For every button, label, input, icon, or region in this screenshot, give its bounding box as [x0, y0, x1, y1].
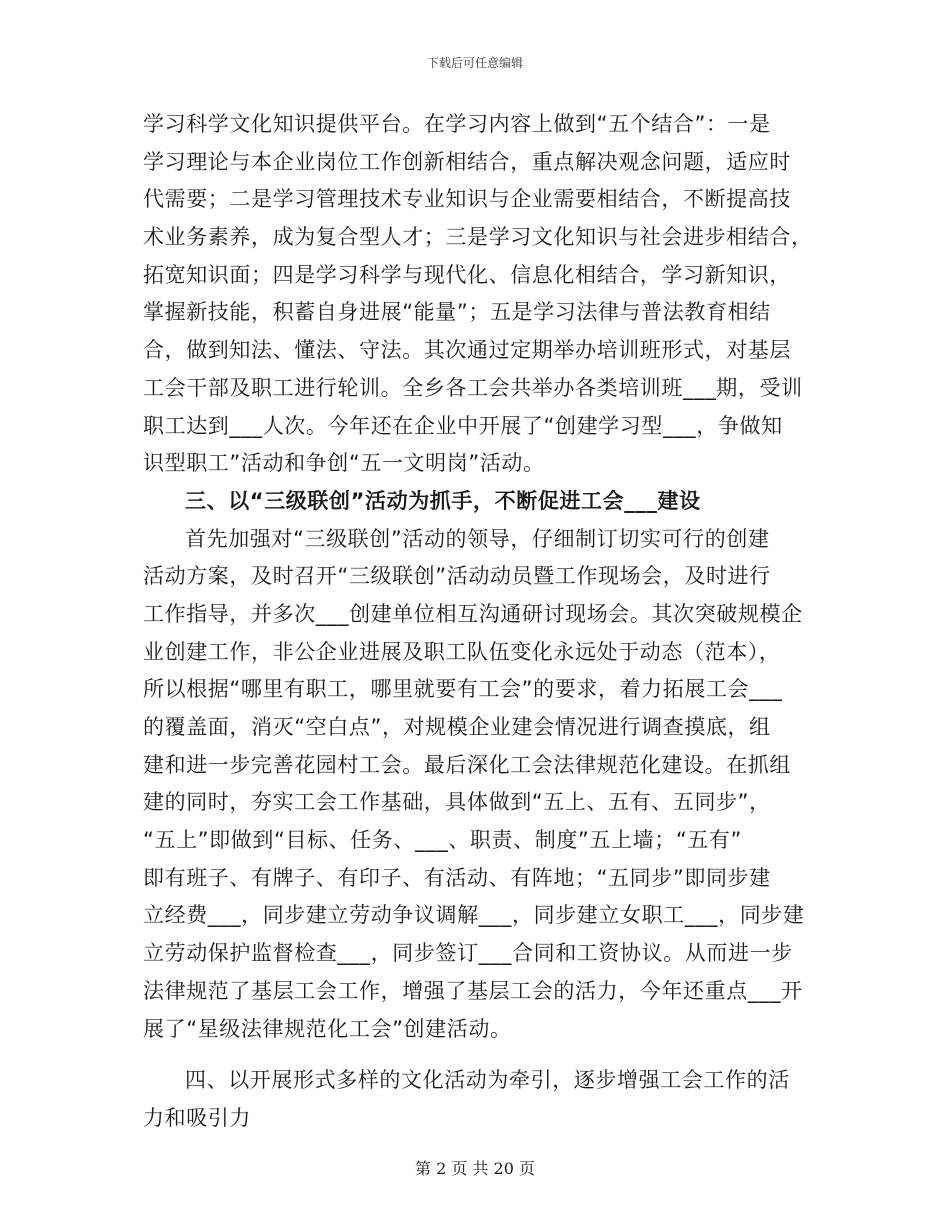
text-line: 建的同时，夯实工会工作基础，具体做到“五上、五有、五同步”，	[143, 790, 771, 815]
paragraph-2	[143, 521, 808, 1049]
text-line: 代需要；二是学习管理技术专业知识与企业需要相结合，不断提高技	[143, 187, 791, 212]
text-line: 的覆盖面，消灭“空白点”，对规模企业建会情况进行调查摸底，组	[143, 715, 771, 739]
text-line: 力和吸引力	[143, 1105, 251, 1130]
text-line: 所以根据“哪里有职工，哪里就要有工会”的要求，着力拓展工会___	[143, 677, 783, 702]
text-line: 四、以开展形式多样的文化活动为牵引，逐步增强工会工作的活	[185, 1068, 790, 1093]
section-heading-3: 三、以“三级联创”活动为抓手，不断促进工会___建设	[185, 488, 701, 513]
text-line: 识型职工”活动和争创“五一文明岗”活动。	[143, 451, 545, 476]
text-line: 工会干部及职工进行轮训。全乡各工会共举办各类培训班___期，受训	[143, 375, 803, 400]
text-line: 建和进一步完善花园村工会。最后深化工会法律规范化建设。在抓组	[143, 752, 791, 777]
text-line: 掌握新技能，积蓄自身进展“能量”；五是学习法律与普法教育相结	[143, 300, 771, 325]
text-line: 立劳动保护监督检查___，同步签订___合同和工资协议。从而进一步	[143, 941, 793, 966]
document-body	[143, 106, 813, 1138]
paragraph-1	[143, 106, 813, 483]
page-footer: 第 2 页 共 20 页	[415, 1159, 535, 1178]
text-line: 展了“星级法律规范化工会”创建活动。	[143, 1016, 512, 1041]
page-header: 下载后可任意编辑	[426, 56, 523, 70]
text-line: “五上”即做到“目标、任务、___、职责、制度”五上墙；“五有”	[143, 828, 742, 853]
text-line: 业创建工作，非公企业进展及职工队伍变化永远处于动态（范本），	[143, 639, 781, 664]
text-line: 拓宽知识面；四是学习科学与现代化、信息化相结合，学习新知识，	[143, 262, 791, 287]
text-line: 学习科学文化知识提供平台。在学习内容上做到“五个结合”：一是	[143, 112, 771, 136]
text-line: 首先加强对“三级联创”活动的领导，仔细制订切实可行的创建	[185, 526, 770, 551]
text-line: 即有班子、有牌子、有印子、有活动、有阵地；“五同步”即同步建	[143, 865, 771, 890]
text-line: 法律规范了基层工会工作，增强了基层工会的活力，今年还重点___开	[143, 978, 803, 1003]
section-heading-4	[143, 1062, 808, 1137]
text-line: 职工达到___人次。今年还在企业中开展了“创建学习型___，争做知	[143, 413, 783, 438]
text-line: 工作指导，并多次___创建单位相互沟通研讨现场会。其次突破规模企	[143, 601, 803, 626]
text-line: 术业务素养，成为复合型人才；三是学习文化知识与社会进步相结合，	[143, 225, 813, 250]
text-line: 活动方案，及时召开“三级联创”活动动员暨工作现场会，及时进行	[143, 564, 771, 589]
text-line: 合，做到知法、懂法、守法。其次通过定期举办培训班形式，对基层	[143, 338, 791, 363]
text-line: 立经费___，同步建立劳动争议调解___，同步建立女职工___，同步建	[143, 903, 805, 928]
text-line: 学习理论与本企业岗位工作创新相结合，重点解决观念问题，适应时	[143, 149, 791, 174]
